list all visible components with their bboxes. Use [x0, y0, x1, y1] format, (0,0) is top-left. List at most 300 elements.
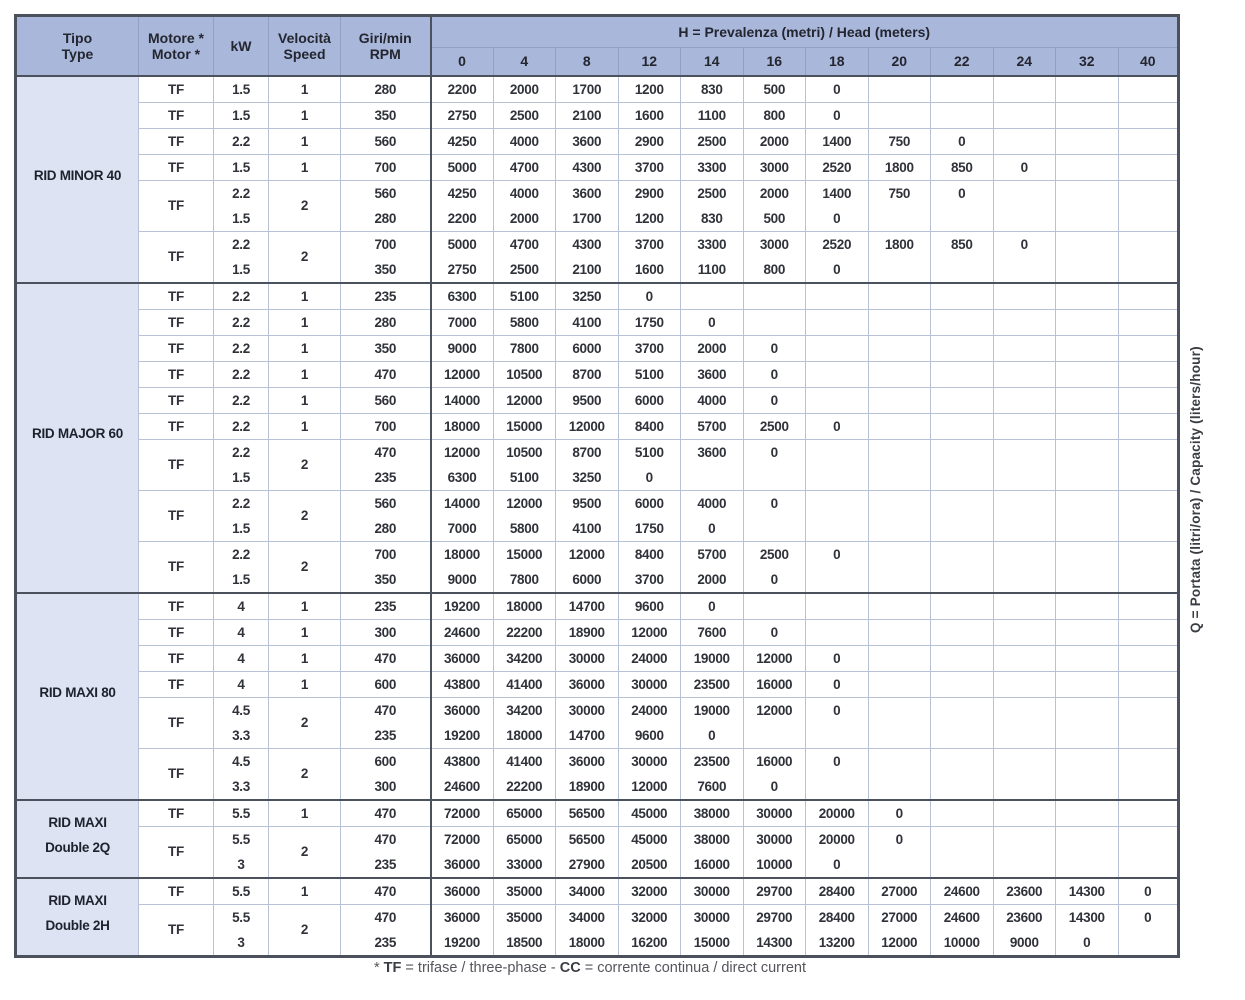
- capacity-cell: 6300: [431, 283, 494, 310]
- capacity-cell: 24600: [431, 619, 494, 645]
- capacity-cell: 18000 9000: [431, 541, 494, 593]
- speed-cell: 2: [269, 826, 341, 878]
- capacity-cell: 29700: [743, 878, 806, 905]
- kw-cell: 2.2 1.5: [214, 180, 269, 231]
- capacity-cell: 65000: [493, 800, 556, 827]
- capacity-cell: 750: [868, 128, 931, 154]
- capacity-cell: 0: [931, 180, 994, 231]
- motor-cell: TF: [139, 697, 214, 748]
- kw-cell: 1.5: [214, 102, 269, 128]
- capacity-cell: 0: [806, 541, 869, 593]
- speed-cell: 1: [269, 361, 341, 387]
- capacity-cell: 2200: [431, 76, 494, 103]
- table-row: [16, 154, 1179, 180]
- speed-cell: 1: [269, 309, 341, 335]
- capacity-cell: 3600: [556, 128, 619, 154]
- capacity-cell: [806, 490, 869, 541]
- table-row: [16, 619, 1179, 645]
- capacity-cell: [993, 748, 1056, 800]
- table-row: [16, 541, 1179, 593]
- table-row: [16, 593, 1179, 620]
- capacity-cell: [868, 671, 931, 697]
- capacity-cell: 12000 6300: [431, 439, 494, 490]
- capacity-cell: 4250 2200: [431, 180, 494, 231]
- capacity-cell: 72000: [431, 800, 494, 827]
- capacity-cell: 12000: [618, 619, 681, 645]
- capacity-cell: 5000: [431, 154, 494, 180]
- pump-capacity-table: [14, 14, 1180, 958]
- capacity-cell: 5000 2750: [431, 231, 494, 283]
- kw-cell: 4: [214, 671, 269, 697]
- head-tick-16: 16: [743, 48, 806, 76]
- capacity-cell: [1118, 490, 1179, 541]
- capacity-cell: [1118, 593, 1179, 620]
- motor-cell: TF: [139, 361, 214, 387]
- capacity-cell: [993, 697, 1056, 748]
- motor-cell: TF: [139, 102, 214, 128]
- capacity-cell: 0: [743, 335, 806, 361]
- capacity-cell: [993, 826, 1056, 878]
- capacity-cell: [993, 361, 1056, 387]
- capacity-cell: 16000 0: [743, 748, 806, 800]
- capacity-cell: [1118, 387, 1179, 413]
- capacity-cell: [743, 283, 806, 310]
- capacity-cell: 9500: [556, 387, 619, 413]
- speed-cell: 1: [269, 671, 341, 697]
- capacity-cell: [1118, 335, 1179, 361]
- capacity-cell: 23600: [993, 878, 1056, 905]
- capacity-axis-label: Q = Portata (litri/ora) / Capacity (liters/hour): [1188, 346, 1203, 634]
- rpm-cell: 700: [341, 413, 431, 439]
- capacity-cell: [1056, 645, 1119, 671]
- head-tick-24: 24: [993, 48, 1056, 76]
- head-tick-4: 4: [493, 48, 556, 76]
- capacity-cell: [743, 309, 806, 335]
- capacity-cell: [993, 180, 1056, 231]
- capacity-cell: 0: [1118, 904, 1179, 956]
- capacity-cell: [806, 309, 869, 335]
- motor-cell: TF: [139, 439, 214, 490]
- capacity-cell: 0: [993, 231, 1056, 283]
- rpm-cell: 350: [341, 335, 431, 361]
- speed-cell: 1: [269, 878, 341, 905]
- capacity-cell: [868, 413, 931, 439]
- capacity-cell: 0: [743, 439, 806, 490]
- capacity-cell: 14000 7000: [431, 490, 494, 541]
- head-tick-40: 40: [1118, 48, 1179, 76]
- rpm-cell: 470 235: [341, 904, 431, 956]
- capacity-cell: 2000: [681, 335, 744, 361]
- capacity-cell: [1056, 413, 1119, 439]
- capacity-cell: 0: [743, 619, 806, 645]
- capacity-cell: 3300 1100: [681, 231, 744, 283]
- kw-cell: 2.2: [214, 283, 269, 310]
- capacity-cell: [1056, 439, 1119, 490]
- capacity-cell: 30000 14700: [556, 697, 619, 748]
- capacity-cell: 23500 7600: [681, 748, 744, 800]
- capacity-cell: 5700: [681, 413, 744, 439]
- kw-cell: 2.2 1.5: [214, 231, 269, 283]
- rpm-cell: 470: [341, 361, 431, 387]
- capacity-cell: 2500 0: [743, 541, 806, 593]
- header-row-top: [16, 16, 1179, 48]
- speed-cell: 1: [269, 76, 341, 103]
- capacity-cell: 35000 18500: [493, 904, 556, 956]
- footnote-text: = corrente continua / direct current: [580, 960, 806, 976]
- capacity-cell: 3600: [681, 439, 744, 490]
- rpm-cell: 470 235: [341, 439, 431, 490]
- capacity-cell: 38000: [681, 800, 744, 827]
- capacity-cell: 12000: [493, 387, 556, 413]
- capacity-cell: 7800: [493, 335, 556, 361]
- rpm-cell: 700 350: [341, 541, 431, 593]
- speed-cell: 2: [269, 180, 341, 231]
- motor-cell: TF: [139, 335, 214, 361]
- capacity-cell: 4100: [556, 309, 619, 335]
- rpm-cell: 280: [341, 76, 431, 103]
- capacity-cell: [993, 619, 1056, 645]
- capacity-cell: 14700: [556, 593, 619, 620]
- speed-cell: 2: [269, 231, 341, 283]
- kw-cell: 2.2: [214, 335, 269, 361]
- rpm-cell: 235: [341, 593, 431, 620]
- capacity-cell: 0: [868, 826, 931, 878]
- rpm-cell: 600 300: [341, 748, 431, 800]
- capacity-cell: 36000 19200: [431, 697, 494, 748]
- motor-cell: TF: [139, 154, 214, 180]
- capacity-cell: 30000 10000: [743, 826, 806, 878]
- capacity-cell: [806, 619, 869, 645]
- capacity-cell: 4700: [493, 154, 556, 180]
- motor-cell: TF: [139, 748, 214, 800]
- capacity-cell: 1800: [868, 154, 931, 180]
- capacity-cell: 2500: [493, 102, 556, 128]
- capacity-cell: 15000: [493, 413, 556, 439]
- rpm-cell: 280: [341, 309, 431, 335]
- table-row: [16, 826, 1179, 878]
- capacity-cell: [993, 283, 1056, 310]
- capacity-cell: 14300 0: [1056, 904, 1119, 956]
- capacity-cell: 5800: [493, 309, 556, 335]
- capacity-cell: 32000 16200: [618, 904, 681, 956]
- kw-cell: 2.2: [214, 128, 269, 154]
- capacity-cell: [1056, 231, 1119, 283]
- capacity-cell: 2500 830: [681, 180, 744, 231]
- table-row: [16, 361, 1179, 387]
- capacity-cell: 12000: [431, 361, 494, 387]
- capacity-cell: 24600: [931, 878, 994, 905]
- table-row: [16, 800, 1179, 827]
- capacity-cell: 4300 2100: [556, 231, 619, 283]
- capacity-cell: [993, 413, 1056, 439]
- capacity-cell: [868, 387, 931, 413]
- capacity-cell: 27000: [868, 878, 931, 905]
- capacity-cell: 0: [743, 361, 806, 387]
- capacity-cell: [1118, 154, 1179, 180]
- capacity-cell: 30000: [618, 671, 681, 697]
- capacity-cell: [1056, 748, 1119, 800]
- capacity-cell: 5100: [618, 361, 681, 387]
- table-row: [16, 180, 1179, 231]
- motor-cell: TF: [139, 309, 214, 335]
- kw-cell: 5.5 3: [214, 826, 269, 878]
- capacity-cell: 15000 7800: [493, 541, 556, 593]
- capacity-cell: [681, 283, 744, 310]
- capacity-cell: [1056, 102, 1119, 128]
- capacity-cell: [1118, 231, 1179, 283]
- rpm-cell: 300: [341, 619, 431, 645]
- capacity-cell: 43800: [431, 671, 494, 697]
- capacity-cell: [1056, 490, 1119, 541]
- rpm-cell: 600: [341, 671, 431, 697]
- capacity-cell: 0: [806, 645, 869, 671]
- capacity-cell: 1100: [681, 102, 744, 128]
- capacity-cell: 0: [806, 697, 869, 748]
- capacity-cell: 24600 10000: [931, 904, 994, 956]
- capacity-cell: 30000: [743, 800, 806, 827]
- capacity-cell: [1118, 671, 1179, 697]
- table-row: [16, 490, 1179, 541]
- kw-cell: 2.2: [214, 387, 269, 413]
- capacity-cell: 1700: [556, 76, 619, 103]
- capacity-cell: 0: [681, 593, 744, 620]
- capacity-cell: 6000: [556, 335, 619, 361]
- motor-cell: TF: [139, 387, 214, 413]
- capacity-cell: 8400: [618, 413, 681, 439]
- footnote-text: *: [374, 960, 384, 976]
- capacity-cell: [1056, 154, 1119, 180]
- motor-cell: TF: [139, 800, 214, 827]
- capacity-cell: [1056, 128, 1119, 154]
- capacity-cell: 10500: [493, 361, 556, 387]
- capacity-cell: 20000: [806, 800, 869, 827]
- capacity-cell: 850: [931, 154, 994, 180]
- motor-cell: TF: [139, 490, 214, 541]
- capacity-cell: [931, 387, 994, 413]
- motor-cell: TF: [139, 904, 214, 956]
- capacity-cell: 19200: [431, 593, 494, 620]
- motor-cell: TF: [139, 231, 214, 283]
- capacity-cell: 7000: [431, 309, 494, 335]
- speed-cell: 1: [269, 335, 341, 361]
- table-row: [16, 309, 1179, 335]
- capacity-cell: [993, 102, 1056, 128]
- speed-cell: 2: [269, 439, 341, 490]
- head-tick-22: 22: [931, 48, 994, 76]
- capacity-cell: 12000 6000: [556, 541, 619, 593]
- capacity-cell: [868, 102, 931, 128]
- capacity-cell: [868, 76, 931, 103]
- col-header-kw: kW: [214, 16, 269, 76]
- capacity-cell: 30000: [681, 878, 744, 905]
- capacity-cell: [993, 645, 1056, 671]
- capacity-cell: [993, 541, 1056, 593]
- capacity-cell: [743, 593, 806, 620]
- capacity-cell: 20000 0: [806, 826, 869, 878]
- motor-cell: TF: [139, 180, 214, 231]
- capacity-cell: [1056, 361, 1119, 387]
- capacity-cell: [1118, 283, 1179, 310]
- capacity-cell: 18900: [556, 619, 619, 645]
- capacity-cell: 6000: [618, 387, 681, 413]
- kw-cell: 1.5: [214, 154, 269, 180]
- capacity-cell: 3300: [681, 154, 744, 180]
- head-tick-18: 18: [806, 48, 869, 76]
- speed-cell: 1: [269, 593, 341, 620]
- table-row: [16, 231, 1179, 283]
- kw-cell: 5.5 3: [214, 904, 269, 956]
- capacity-cell: [806, 593, 869, 620]
- capacity-cell: 2000: [743, 128, 806, 154]
- capacity-cell: 28400: [806, 878, 869, 905]
- head-tick-8: 8: [556, 48, 619, 76]
- capacity-cell: 6000 1750: [618, 490, 681, 541]
- capacity-cell: [993, 490, 1056, 541]
- capacity-cell: [868, 593, 931, 620]
- capacity-cell: 5700 2000: [681, 541, 744, 593]
- capacity-cell: 43800 24600: [431, 748, 494, 800]
- capacity-cell: 9500 4100: [556, 490, 619, 541]
- rpm-cell: 560: [341, 128, 431, 154]
- capacity-cell: [868, 490, 931, 541]
- capacity-cell: 2900: [618, 128, 681, 154]
- capacity-cell: [1056, 800, 1119, 827]
- capacity-cell: 1750: [618, 309, 681, 335]
- capacity-cell: 41400: [493, 671, 556, 697]
- capacity-cell: 29700 14300: [743, 904, 806, 956]
- speed-cell: 1: [269, 619, 341, 645]
- rpm-cell: 470 235: [341, 826, 431, 878]
- capacity-cell: 0: [1118, 878, 1179, 905]
- capacity-cell: 850: [931, 231, 994, 283]
- table-header: [16, 16, 1179, 76]
- head-tick-32: 32: [1056, 48, 1119, 76]
- capacity-cell: 1200: [618, 76, 681, 103]
- capacity-cell: 2520 0: [806, 231, 869, 283]
- capacity-cell: 45000 20500: [618, 826, 681, 878]
- kw-cell: 5.5: [214, 800, 269, 827]
- capacity-cell: [1118, 413, 1179, 439]
- capacity-cell: [931, 748, 994, 800]
- capacity-cell: 2000 500: [743, 180, 806, 231]
- head-tick-14: 14: [681, 48, 744, 76]
- capacity-cell: [868, 697, 931, 748]
- capacity-cell: [993, 439, 1056, 490]
- capacity-cell: [931, 309, 994, 335]
- speed-cell: 1: [269, 154, 341, 180]
- capacity-cell: [1118, 800, 1179, 827]
- capacity-cell: [1118, 541, 1179, 593]
- capacity-cell: [1118, 180, 1179, 231]
- capacity-cell: 65000 33000: [493, 826, 556, 878]
- capacity-cell: 2520: [806, 154, 869, 180]
- rpm-cell: 470 235: [341, 697, 431, 748]
- capacity-cell: 3600: [681, 361, 744, 387]
- capacity-cell: 1800: [868, 231, 931, 283]
- speed-cell: 1: [269, 128, 341, 154]
- capacity-cell: 0: [806, 748, 869, 800]
- table-row: [16, 283, 1179, 310]
- capacity-cell: [993, 76, 1056, 103]
- capacity-cell: 30000 15000: [681, 904, 744, 956]
- capacity-cell: 3700 1600: [618, 231, 681, 283]
- section-name: RID MAXI Double 2H: [16, 878, 139, 957]
- capacity-cell: [1056, 76, 1119, 103]
- capacity-cell: [1056, 309, 1119, 335]
- capacity-cell: 2100: [556, 102, 619, 128]
- capacity-cell: [1118, 645, 1179, 671]
- capacity-cell: 18000: [431, 413, 494, 439]
- capacity-cell: [993, 800, 1056, 827]
- capacity-cell: [1118, 748, 1179, 800]
- motor-cell: TF: [139, 619, 214, 645]
- section-name: RID MAXI Double 2Q: [16, 800, 139, 878]
- capacity-cell: [993, 309, 1056, 335]
- motor-cell: TF: [139, 878, 214, 905]
- speed-cell: 2: [269, 697, 341, 748]
- kw-cell: 4: [214, 619, 269, 645]
- col-header-rpm: Giri/min RPM: [341, 16, 431, 76]
- capacity-cell: [931, 439, 994, 490]
- speed-cell: 2: [269, 904, 341, 956]
- capacity-cell: 28400 13200: [806, 904, 869, 956]
- kw-cell: 4: [214, 593, 269, 620]
- motor-cell: TF: [139, 826, 214, 878]
- capacity-cell: [1056, 697, 1119, 748]
- speed-cell: 1: [269, 283, 341, 310]
- capacity-cell: 32000: [618, 878, 681, 905]
- capacity-cell: [993, 335, 1056, 361]
- head-tick-12: 12: [618, 48, 681, 76]
- table-row: [16, 76, 1179, 103]
- capacity-cell: 2500: [743, 413, 806, 439]
- capacity-cell: 24000 9600: [618, 697, 681, 748]
- motor-cell: TF: [139, 128, 214, 154]
- capacity-cell: 5100 0: [618, 439, 681, 490]
- rpm-cell: 350: [341, 102, 431, 128]
- capacity-cell: [806, 387, 869, 413]
- speed-cell: 1: [269, 800, 341, 827]
- capacity-cell: 0: [993, 154, 1056, 180]
- capacity-cell: 0: [806, 102, 869, 128]
- capacity-cell: [931, 283, 994, 310]
- capacity-cell: 1600: [618, 102, 681, 128]
- kw-cell: 4.5 3.3: [214, 697, 269, 748]
- capacity-cell: 8700 3250: [556, 439, 619, 490]
- table-row: [16, 439, 1179, 490]
- capacity-cell: 27000 12000: [868, 904, 931, 956]
- capacity-cell: 4300: [556, 154, 619, 180]
- table-row: [16, 904, 1179, 956]
- kw-cell: 4.5 3.3: [214, 748, 269, 800]
- capacity-cell: [1118, 309, 1179, 335]
- capacity-cell: 72000 36000: [431, 826, 494, 878]
- capacity-cell: 12000: [743, 697, 806, 748]
- capacity-cell: [993, 671, 1056, 697]
- rpm-cell: 470: [341, 878, 431, 905]
- capacity-cell: [806, 439, 869, 490]
- capacity-cell: [1056, 619, 1119, 645]
- table-row: [16, 102, 1179, 128]
- capacity-cell: [1118, 826, 1179, 878]
- capacity-cell: 23500: [681, 671, 744, 697]
- rpm-cell: 235: [341, 283, 431, 310]
- capacity-cell: 1400: [806, 128, 869, 154]
- capacity-cell: 2750: [431, 102, 494, 128]
- table-row: [16, 335, 1179, 361]
- capacity-cell: 19000: [681, 645, 744, 671]
- speed-cell: 2: [269, 490, 341, 541]
